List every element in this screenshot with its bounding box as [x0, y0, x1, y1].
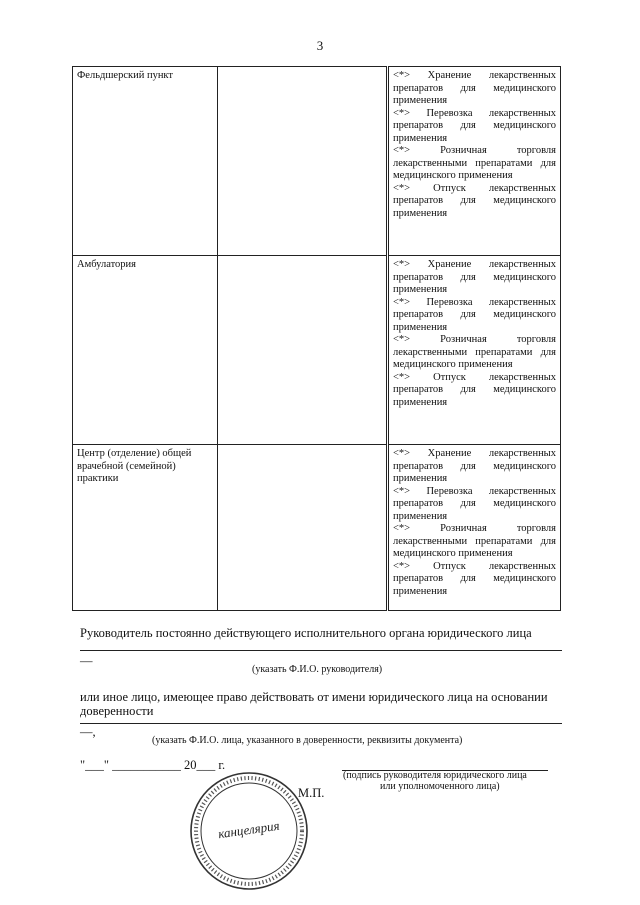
- activity-item: <*> Розничная торговля лекарственными препаратами для медицинского применения: [393, 145, 556, 181]
- table-row: [73, 67, 561, 256]
- empty-cell: [218, 445, 388, 611]
- date-line: "___" ___________ 20___ г.: [80, 758, 226, 772]
- activity-item: <*> Перевозка лекарственных препаратов для медицинского применения: [393, 485, 556, 522]
- table-row: [73, 445, 561, 611]
- facility-name: Амбулатория: [73, 256, 218, 445]
- sign-hint: или уполномоченного лица): [380, 781, 500, 792]
- activity-item: <*> Отпуск лекарственных препаратов для медицинского применения: [393, 371, 556, 408]
- activity-item: <*> Хранение лекарственных препаратов для медицинского применения: [393, 448, 556, 484]
- activity-item: <*> Хранение лекарственных препаратов для медицинского применения: [393, 70, 556, 106]
- activity-item: <*> Розничная торговля лекарственными препаратами для медицинского применения: [393, 334, 556, 370]
- other-label: или иное лицо, имеющее право действовать от имени юридического лица на основании доверенности: [80, 690, 548, 718]
- activity-item: <*> Розничная торговля лекарственными препаратами для медицинского применения: [393, 523, 556, 559]
- empty-cell: [218, 256, 388, 445]
- dash-mark: —: [80, 654, 93, 668]
- empty-cell: [218, 67, 388, 256]
- other-hint: (указать Ф.И.О. лица, указанного в доверенности, реквизиты документа): [152, 735, 463, 746]
- activities-cell: [388, 445, 561, 611]
- table-row: [73, 256, 561, 445]
- facility-name: Центр (отделение) общей врачебной (семейной) практики: [73, 445, 218, 611]
- activity-item: <*> Перевозка лекарственных препаратов для медицинского применения: [393, 296, 556, 333]
- activity-item: <*> Отпуск лекарственных препаратов для медицинского применения: [393, 182, 556, 219]
- mp-label: М.П.: [298, 786, 325, 800]
- activity-item: <*> Перевозка лекарственных препаратов для медицинского применения: [393, 107, 556, 144]
- office-stamp: [188, 770, 310, 892]
- activities-cell: [388, 67, 561, 256]
- signature-line: [80, 723, 562, 724]
- facility-table: [72, 66, 561, 611]
- signature-line: [80, 650, 562, 651]
- head-hint: (указать Ф.И.О. руководителя): [252, 664, 383, 675]
- page-number: 3: [316, 38, 324, 53]
- dash-mark: —,: [80, 725, 96, 739]
- facility-name: Фельдшерский пункт: [73, 67, 218, 256]
- sign-hint: (подпись руководителя юридического лица: [343, 770, 527, 781]
- activities-cell: [388, 256, 561, 445]
- activity-item: <*> Хранение лекарственных препаратов для медицинского применения: [393, 259, 556, 295]
- activity-item: <*> Отпуск лекарственных препаратов для медицинского применения: [393, 560, 556, 597]
- stamp-center-text: канцелярия: [217, 817, 281, 842]
- head-label: Руководитель постоянно действующего исполнительного органа юридического лица: [80, 626, 532, 640]
